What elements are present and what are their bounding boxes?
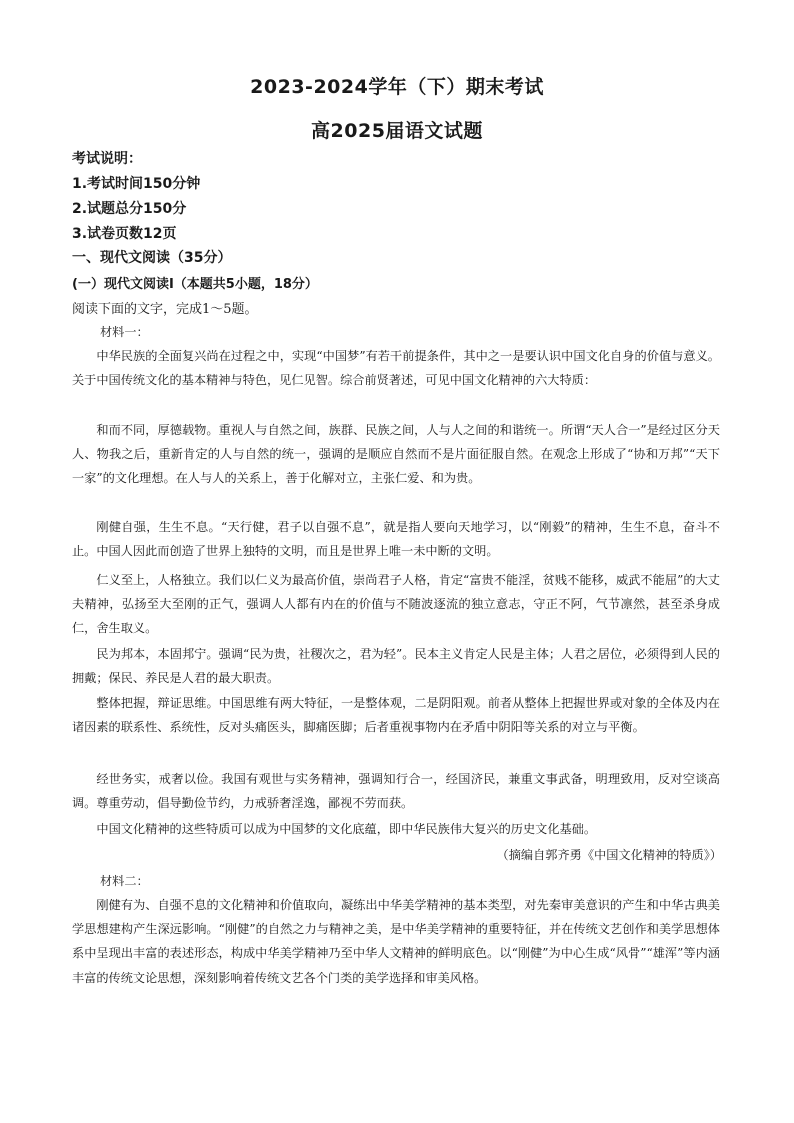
instruction-item-pages: 3.试卷页数12页 [72, 226, 177, 242]
material1-paragraph-6: 整体把握，辩证思维。中国思维有两大特征，一是整体观，二是阴阳观。前者从整体上把握世界或对象的全体及内在诸因素的联系性、系统性，反对头痛医头，脚痛医脚；后者重视事物内在矛盾中阴阳等关系的对立与平衡。 [72, 696, 720, 735]
material1-paragraph-7: 经世务实，戒奢以俭。我国有观世与实务精神，强调知行合一，经国济民，兼重文事武备，明理致用，反对空谈高调。尊重劳动，倡导勤俭节约，力戒骄奢淫逸，鄙视不劳而获。 [72, 772, 720, 811]
reading-prompt: 阅读下面的文字，完成1～5题。 [72, 302, 258, 317]
material1-paragraph-2: 和而不同，厚德载物。重视人与自然之间，族群、民族之间，人与人之间的和谐统一。所谓“天人合一”是经过区分天人、物我之后，重新肯定的人与自然的统一，强调的是顺应自然而不是片面征服自然。在观念上形成了“协和万邦”“天下一家”的文化理想。在人与人的关系上，善于化解对立，主张仁爱、和为贵。 [72, 423, 720, 486]
instructions-heading: 考试说明： [72, 151, 142, 167]
exam-subtitle: 高2025届语文试题 [311, 120, 483, 142]
instruction-item-time: 1.考试时间150分钟 [72, 176, 201, 192]
material1-source: （摘编自郭齐勇《中国文化精神的特质》） [496, 848, 722, 862]
material2-paragraph-1: 刚健有为、自强不息的文化精神和价值取向，凝练出中华美学精神的基本类型，对先秦审美意识的产生和中华古典美学思想建构产生深远影响。“刚健”的自然之力与精神之美，是中华美学精神的重要特征，并在传统文艺创作和美学思想体系中呈现出丰富的表述形态，构成中华美学精神乃至中华人文精神的鲜明底色。以“刚健”为中心生成“风骨”“雄浑”等内涵丰富的传统文论思想，深刻影响着传统文艺各个门类的美学选择和审美风格。 [72, 898, 720, 985]
material2-label: 材料二： [100, 874, 149, 888]
exam-title: 2023-2024学年（下）期末考试 [250, 76, 544, 98]
section-sub-heading: (一）现代文阅读Ⅰ（本题共5小题，18分） [72, 277, 318, 292]
material1-paragraph-5: 民为邦本，本固邦宁。强调“民为贵，社稷次之，君为轻”。民本主义肯定人民是主体；人君之居位，必须得到人民的拥戴；保民、养民是人君的最大职责。 [72, 647, 720, 686]
material1-paragraph-8: 中国文化精神的这些特质可以成为中国梦的文化底蕴，即中华民族伟大复兴的历史文化基础。 [96, 822, 597, 836]
material1-paragraph-4: 仁义至上，人格独立。我们以仁义为最高价值，崇尚君子人格，肯定“富贵不能淫，贫贱不能移，威武不能屈”的大丈夫精神，弘扬至大至刚的正气，强调人人都有内在的价值与不随波逐流的独立意志，守正不阿，气节凛然，甚至杀身成仁，舍生取义。 [72, 573, 720, 636]
material1-paragraph-3: 刚健自强，生生不息。“天行健，君子以自强不息”，就是指人要向天地学习，以“刚毅”的精神，生生不息，奋斗不止。中国人因此而创造了世界上独特的文明，而且是世界上唯一未中断的文明。 [72, 520, 720, 559]
material1-label: 材料一： [100, 325, 149, 339]
instruction-item-score: 2.试题总分150分 [72, 201, 187, 217]
section-heading: 一、现代文阅读（35分） [72, 250, 232, 266]
material1-paragraph-1: 中华民族的全面复兴尚在过程之中，实现“中国梦”有若干前提条件，其中之一是要认识中国文化自身的价值与意义。关于中国传统文化的基本精神与特色，见仁见智。综合前贤著述，可见中国文化精神的六大特质： [72, 349, 720, 388]
